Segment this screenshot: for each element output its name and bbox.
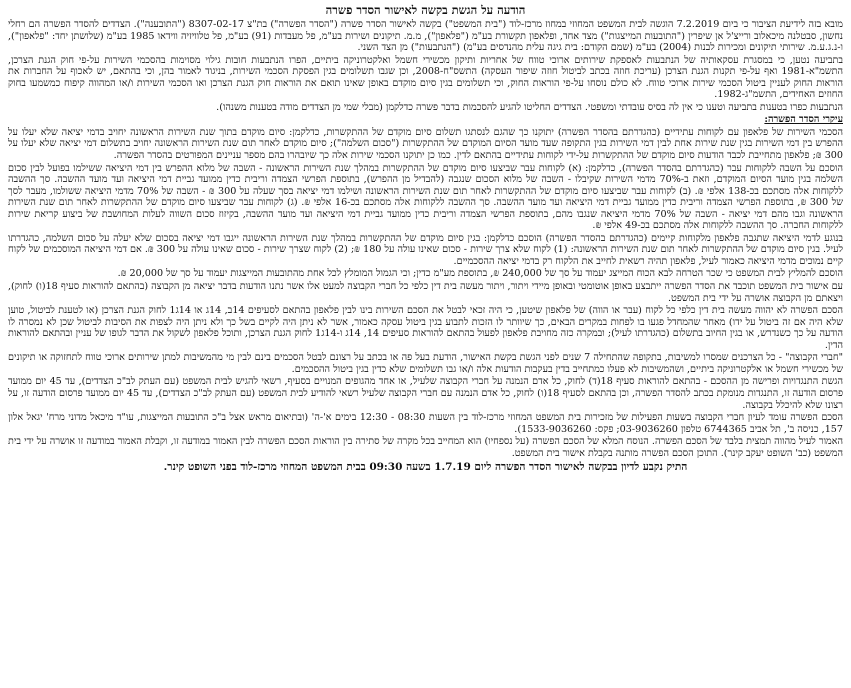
body-paragraph-objections: הגשת התנגדויות ופרישה מן ההסכם - בהתאם להוראות סעיף 18(ד) לחוק, כל אדם הנמנה על חברי הקבוצה שלעיל, או אחד מהגופים המנויים בסעיף, רשאי להגיש לבית המשפט (עם העתק לב"כ הצדדים), עד 45 יום ממועד פרסום הודעה זו, התנגדות מנומקת בכתב להסדר הפשרה, וכן בהתאם לסעיף 18(ו) לחוק, כל אדם הנמנה עם חברי הקבוצה שלעיל רשאי להודיע לבית המשפט (עם העתק לב"כ הצדדים), עד 45 יום ממועד פרסום הודעה זו, על רצונו שלא להיכלל בקבוצה. <box>8 376 843 411</box>
body-paragraph-fees: הוסכם להמליץ לבית המשפט כי שכר הטרחה לבא הכוח המייצג יעמוד על סך של 240,000 ₪, בתוספת מע"מ כדין; וכי הגמול המומלץ לכל אחת מהתובעות המייצגות יעמוד על סך של 20,000 ₪. <box>117 268 843 280</box>
hearing-date-line: התיק נקבע לדיון בבקשה לאישור הסדר הפשרה ליום 1.7.19 בשעה 09:30 בבית המשפט המחוזי מרכז-לוד בפני השופט קינר. <box>163 461 688 474</box>
body-paragraph-existing-customers: בנוגע לדמי היציאה שתגבה פלאפון מלקוחות קיימים (כהגדרתם בהסדר הפשרה) הוסכם כדלקמן: בגין סיום מוקדם של ההתקשרות במהלך שנת השירות הראשונה ייגבו דמי יציאה בסכום שלא יעלה על סכום השלמה, כהגדרתו לעיל. בגין סיום מוקדם של ההתקשרות לאחר תום שנת השירות הראשונה: (1) לקוח שלא צרך שירות - סכום שאינו עולה על 180 ₪; (2) לקוח שצרך שירות - סכום שאינו עולה על 300 ₪. אם דמי היציאה המוסכמים של לקוח קיים נמוכים מדמי היציאה כאמור לעיל, פלאפון תהיה רשאית לחייב את הלקוח רק בדמי יציאה ההסכמיים. <box>8 232 843 267</box>
summary-heading: עיקרי הסדר הפשרה: <box>764 114 843 126</box>
body-paragraph-class-definition: "חברי הקבוצה" - כל הצרכנים שמסרו למשיבות, בתקופה שהתחילה 7 שנים לפני הגשת בקשת האישור, הודעת בעל פה או בכתב על רצונם לבטל הסכמים בינם לבין מי מהמשיבות למתן שירותים ארוכי טווח לתחזוקה או תיקונים של מכשירי חשמל או אלקטרוניקה ביתיים, ושהמשיבות לא פעלו כמתחייב בדין בעקבות הודעות אלה ו/או גבו תשלומים שלא כדין בגין ביטול ההסכמים. <box>8 352 843 375</box>
intro-paragraph-1: מובא בזה לידיעת הציבור כי ביום 7.2.2019 הוגשה לבית המשפט המחוזי במחוז מרכז-לוד ("בית המשפט") בקשה לאישור הסדר פשרה ("הסדר הפשרה") בת"צ 8307-02-17 ("התובענה"). הצדדים להסדר הפשרה הם רחלי נחשון, סבטלנה מיכאלוב ורייצ'ל אן שיפרין ("התובעות המייצגות") מצד אחד, ופלאפון תקשורת בע"מ ("פלאפון"), מ.מ. תיקונים ושירות בע"מ, פל מעבדות (91) בע"מ, פל טלוויזיה ווידאו 1985 בע"מ (שלושתן יחד: "פלאפון"), ו-נ.ג.ע.מ. שירותי תיקונים ומכירות לבנות (2004) בע"מ (שמם הקודם: בית גיגה עלית מהנדסים בע"מ) ("הנתבעות") מן הצד השני. <box>8 19 844 54</box>
intro-paragraph-3: הנתבעות כפרו בטענות בתביעה וטענו כי אין לה בסיס עובדתי ומשפטי. הצדדים החליטו להגיע להסכמות בדבר פשרה כדלקמן (מבלי שמי מן הצדדים מודה בטענות משנהו). <box>216 101 843 113</box>
notice-title: הודעה על הגשת בקשה לאישור הסדר פשרה <box>325 3 526 17</box>
intro-paragraph-2: בתביעה נטען, כי במסגרת עסקאותיה של הנתבעות לאספקת שירותים ארוכי טווח של אחריות ותיקון מכשירי חשמל ואלקטרוניקה ביתיים, הפרו הנתבעות חובות גילוי מסוימות בהסכמי השירות על-פי חוק הגנת הצרכן, התשמ"א-1981 ואף על-פי תקנות הגנת הצרכן (עריכת חוזה בכתב לביטול חוזה שיפור העסקה) התשס"ח-2008, וכן שגבו תשלומים בגין הפסקת הסכמי השירות, בניגוד לאמור בהן, וכי בהתאם, יש לאכוף על החברות את הוראות החוק לעניין ביטול הסכמי שירות ארוכי טווח. לא כולם נוסחו על-פי הוראות החוק, וכי תשלומים בגין סיום מוקדם באופן שאינו תואם את הוראות חוק הגנת הצרכן ואו הסכמי השירות ו/או המהווה קיפוח כמשמעו בחוק החוזים האחידים, התשמ"ג-1982. <box>8 54 844 101</box>
body-paragraph-summary-note: האמור לעיל מהווה תמצית בלבד של הסכם הפשרה. הנוסח המלא של הסכם הפשרה (על נספחיו) הוא המחייב בכל מקרה של סתירה בין הוראות הסכם הפשרה לבין האמור במודעה זו, וקבלת האמור במודעה זו אושרה על ידי בית המשפט (כב' השופט יעקב קינר). התוכן הסכם הפשרה מותנה בקבלת אישור בית המשפט. <box>8 436 843 459</box>
body-paragraph-past-customers: הוסכם על השבה ללקוחות עבר (כהגדרתם בהסדר הפשרה), כדלקמן: (א) לקוחות עבר שביצעו סיום מוקדם של ההתקשרות במהלך שנת השירות הראשונה - השבה של מלוא ההפרש בין דמי היציאה ששילמו בפועל לבין סכום השלמה בגין מועד הסיום המוקדם, וזאת ב-70% מדמי השירות שקיבלו - השבה של מלוא הסכום שנגבה (להבדיל מן ההפרש), בתוספת הפרשי הצמדה וריבית כדין ממועד גביית דמי היציאה ועד מועד ההשבה. סך ההשבה ללקוחות אלה מסתכם בכ-138 אלפי ₪. (ב) לקוחות עבר שביצעו סיום מוקדם של ההתקשרות לאחר תום שנת השירות הראשונה ושילמו דמי יציאה בסך שעלה על 300 ₪ - השבה של 70% מדמי היציאה ששולמו, מעבר לסך של 300 ₪, בתוספת הפרשי הצמדה וריבית כדין ממועד גביית דמי היציאה ועד מועד ההשבה. סך ההשבה ללקוחות אלה מסתכם בכ-16 אלפי ₪. (ג) לקוחות עבר שביצעו סיום מוקדם של ההתקשרות לאחר תום שנת השירות הראשונה וגבו מהם דמי יציאה - השבה של 70% מדמי היציאה שנגבו מהם, בתוספת הפרשי הצמדה וריבית כדין ממועד גביית דמי היציאה ועד מועד ההשבה, בקיזוז סכום השווה לעלות המחושבת של ביצוע קריאת שירות ללקוחות החברה. סך ההשבה ללקוחות אלה מסתכם בכ-49 אלפי ₪. <box>8 162 844 232</box>
body-paragraph-res-judicata: עם אישור בית המשפט תוכבד את הסדר הפשרה ייתבצע באופן אוטומטי ובאופן מיידי ויתור, ויתור מעשה בית דין כלפי כל חברי הקבוצה למעט אלו אשר נתנו הודעות בדבר יציאה מן הקבוצה (בהתאם להוראות סעיף 18(ו) לחוק), ויצאתם מן הקבוצה אושרה על ידי בית המשפט. <box>8 281 843 304</box>
body-paragraph-exception: הסכם הפשרה לא יהווה מעשה בית דין כלפי כל לקוח (עבר או הווה) של פלאפון שיטען, כי היה זכאי לבטל את הסכם השירות בינו לבין פלאפון בהתאם לסעיפים 14ב, 14ג או 14ג1 לחוק הגנת הצרכן (או לטענת לביטול, טוען שלא היה אם זה ביטול על ידו) מאחר שהמחדל פגעו בו לפחות במקרים הבאים, כך שיוותר לו הזכות לתבוע בגין ביטול עסקה כאמור, אשר לא ניתן היה לקיים בשל כך ולא ניתן היה לצפות את הסיבות לביטול שכן לא נמסרה לו הודעה על כך כשנדרש, או בגין החיוב בתשלום (כהגדרתו לעיל); ובמקרה כזה מחויבת פלאפון לפעול בהתאם להוראות סעיפים 14, 14ג ו-14ג1 לחוק הגנת הצרכן, ותוכל פלאפון לשקול את הדבר לגופו של עניין ובהתאם להוראות הדין. <box>8 305 843 351</box>
body-paragraph-inspection: הסכם הפשרה עומד לעיון חברי הקבוצה בשעות הפעילות של מזכירות בית המשפט המחוזי מרכז-לוד בין השעות 08:30 - 12:30 בימים א'-ה' (ובתיאום מראש אצל ב"כ התובעות המייצגות, עו"ד מיכאל מדוני מרח' יגאל אלון 157, כניסה ב', תל אביב 6744365 טלפון 03-9036260; פקס: 1533-9036260). <box>8 412 843 435</box>
body-paragraph-future-customers: הסכמי השירות של פלאפון עם לקוחות עתידיים (כהגדרתם בהסדר הפשרה) יתוקנו כך שהגם לנסתגו תשלום סיום מוקדם של ההתקשרות, כדלקמן: סיום מוקדם בתוך שנת השירות הראשונה יחויב בדמי יציאה שלא יעלו על ההפרש בין דמי השירות בגין שנת שירות אחת לבין דמי השירות בגין התקופה שעד מועד הסיום המוקדם של ההתקשרות ("סכום השלמה"); סיום מוקדם לאחר תום שנת השירות הראשונה יחויב בתשלום דמי יציאה שלא יעלו על 300 ₪; פלאפון מתחייבת לכבד הודעות סיום מוקדם של ההתקשרות על-ידי לקוחות עתידיים בהתאם לדין. כמו כן יתוקנו הסכמי שירות אלה כך שיובהרו בהם מספר עניינים המפורטים בהסדר הפשרה. <box>8 126 843 162</box>
